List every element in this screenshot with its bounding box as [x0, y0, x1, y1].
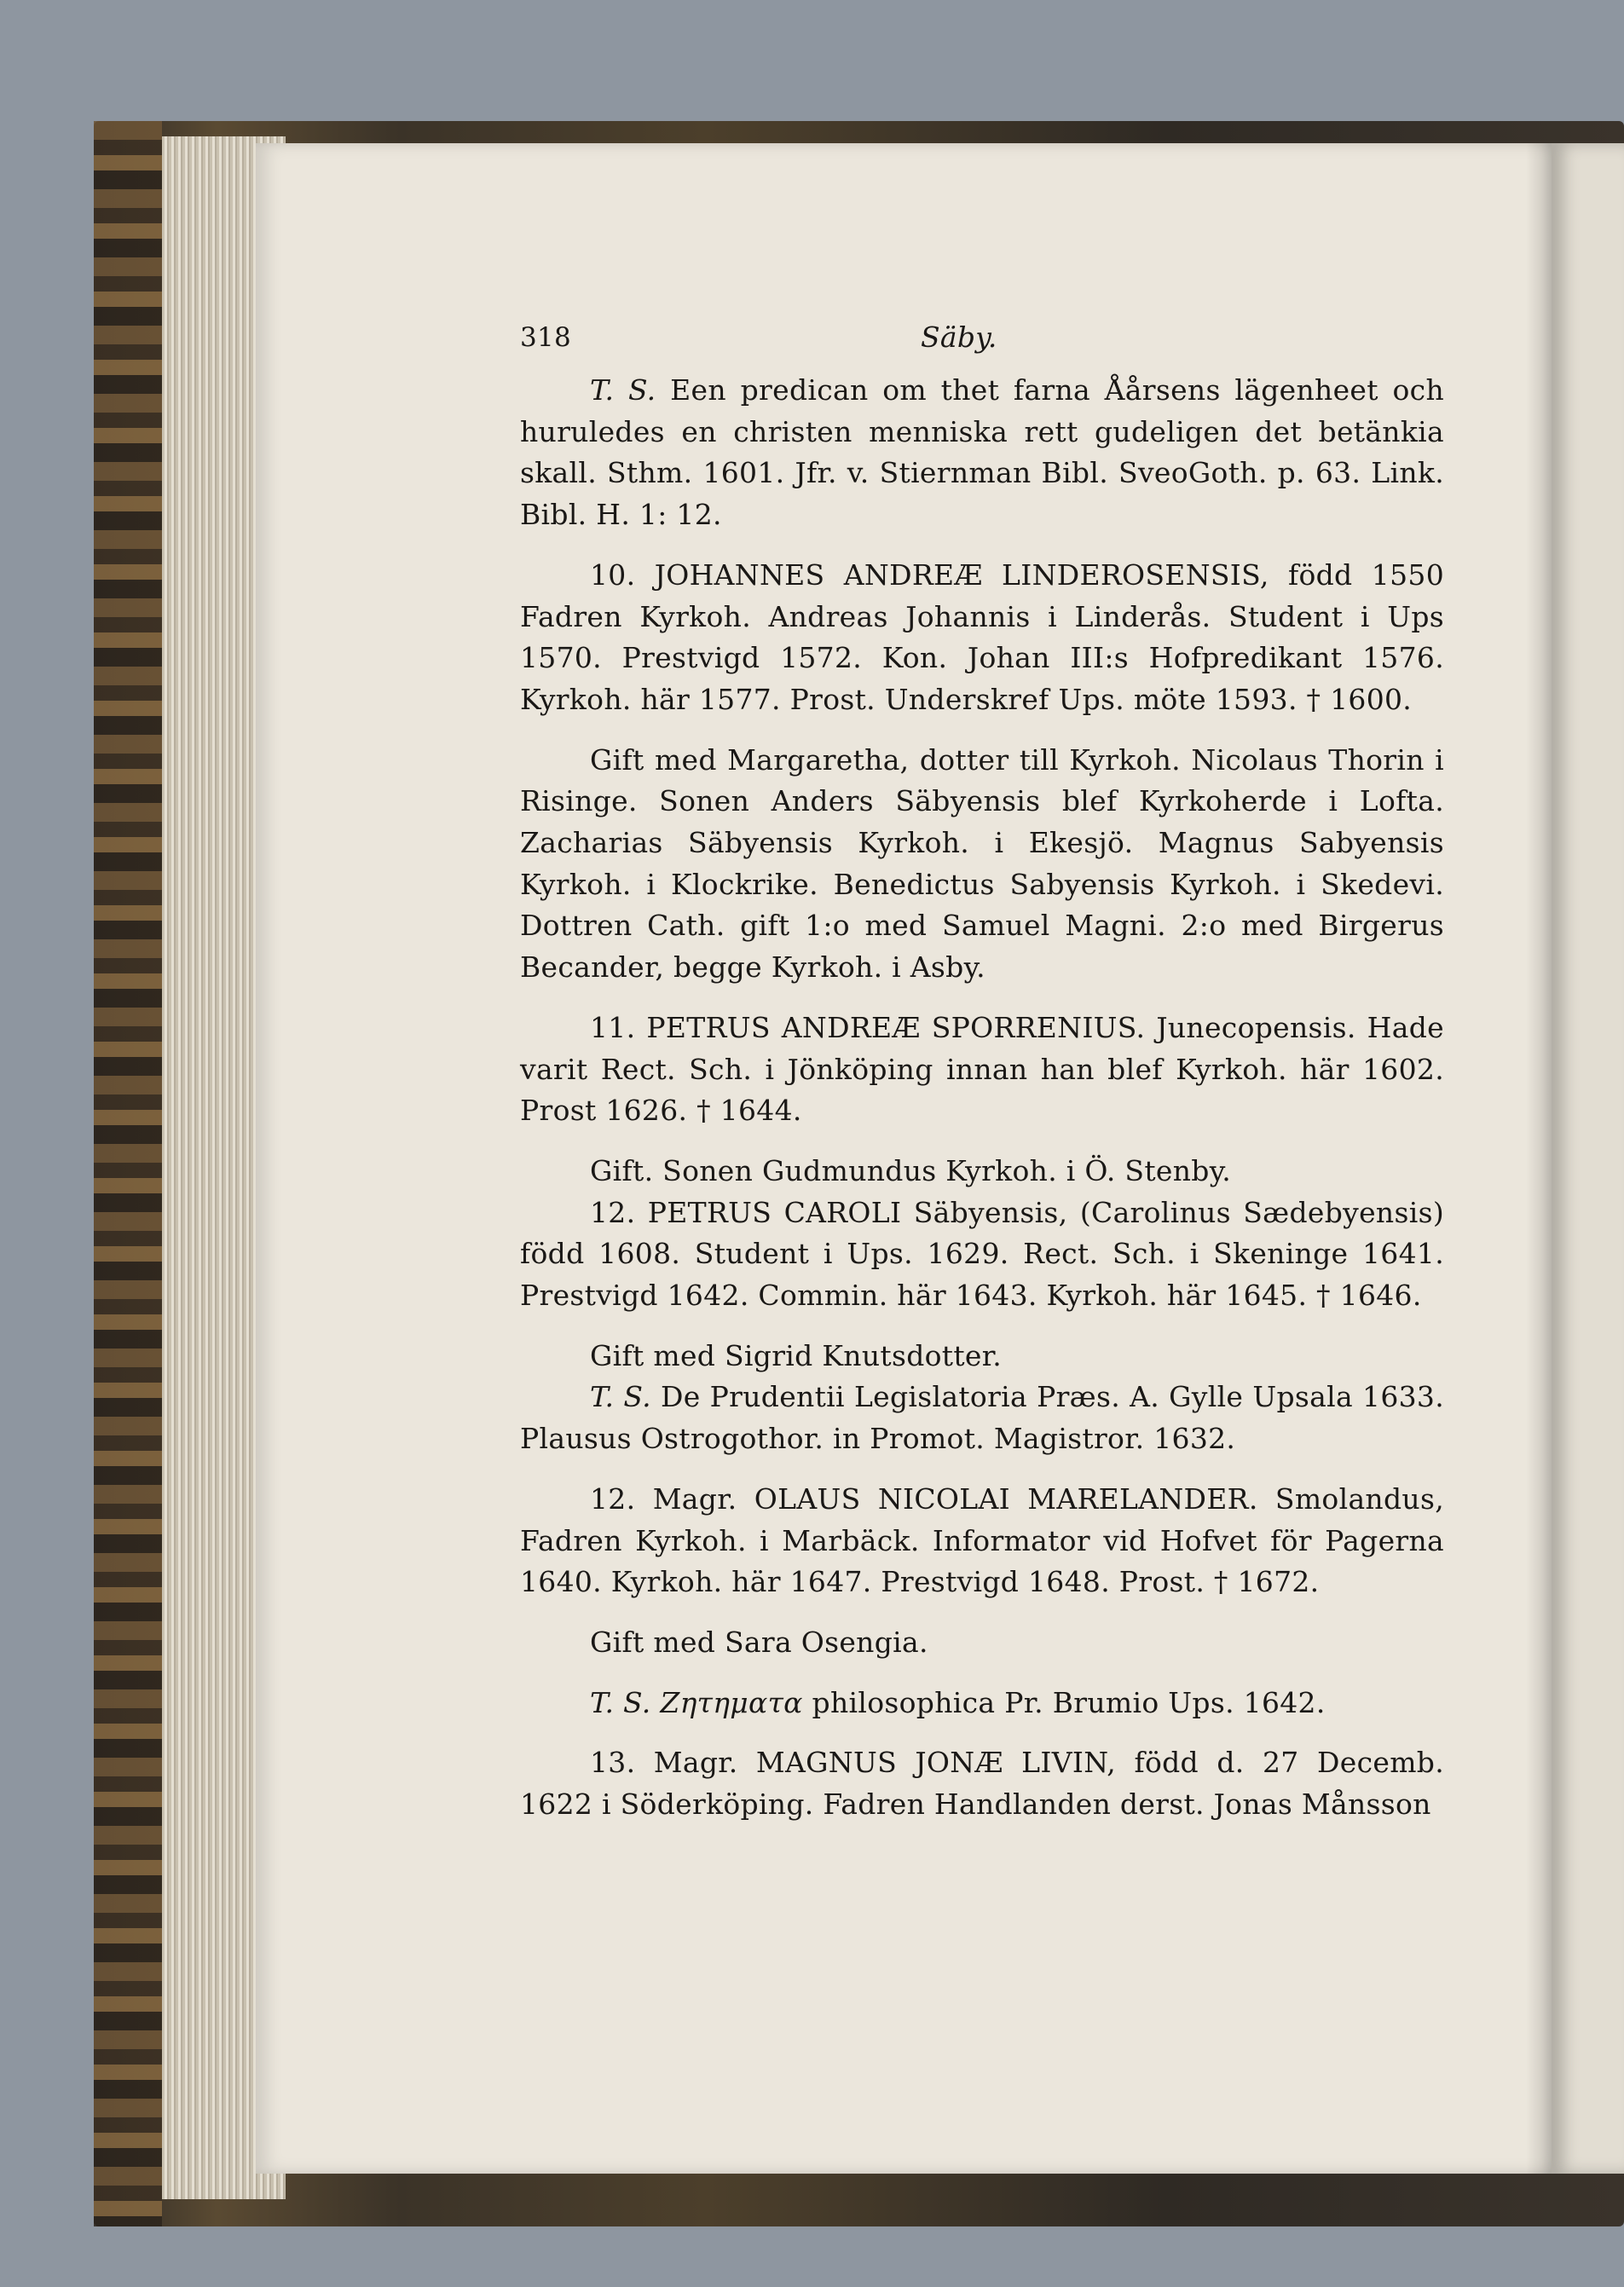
paragraph-5-text: Gift. Sonen Gudmundus Kyrkoh. i Ö. Stenby.: [590, 1153, 1232, 1187]
paragraph-5: [520, 1151, 1444, 1193]
paragraph-12-text: 13. Magr. MAGNUS JONÆ LIVIN, född d. 27 Decemb. 1622 i Söderköping. Fadren Handlanden derst. Jonas Månsson: [520, 1746, 1444, 1822]
paragraph-6-text: 12. PETRUS CAROLI Säbyensis, (Carolinus Sædebyensis) född 1608. Student i Ups. 1629. Rect. Sch. i Skeninge 1641. Prestvigd 1642. Commin. här 1643. Kyrkoh. här 1645. † 1646.: [520, 1195, 1444, 1313]
paragraph-11-label: T. S.: [590, 1685, 651, 1719]
gutter-shadow: [1526, 143, 1555, 2174]
page-text: [520, 317, 1444, 1826]
paragraph-7-text: Gift med Sigrid Knutsdotter.: [590, 1338, 1002, 1372]
running-title: Säby.: [921, 321, 997, 354]
paragraph-10-text: Gift med Sara Osengia.: [590, 1625, 928, 1659]
paragraph-4-text: 11. PETRUS ANDREÆ SPORRENIUS. Junecopensis. Hade varit Rect. Sch. i Jönköping innan han blef Kyrkoh. här 1602. Prost 1626. † 1644.: [520, 1010, 1444, 1128]
paragraph-11-greek: Ζητηματα: [660, 1685, 803, 1719]
paragraph-2: [520, 555, 1444, 721]
paragraph-3: [520, 740, 1444, 989]
paragraph-11-text: philosophica Pr. Brumio Ups. 1642.: [802, 1685, 1326, 1719]
paragraph-8-label: T. S.: [590, 1380, 651, 1414]
paragraph-10: [520, 1622, 1444, 1664]
paragraph-8-text: De Prudentii Legislatoria Præs. A. Gylle Upsala 1633. Plausus Ostrogothor. in Promot. Magistror. 1632.: [520, 1380, 1444, 1456]
paragraph-11: [520, 1683, 1444, 1724]
paragraph-1-label: T. S.: [590, 373, 656, 407]
paragraph-1-text: Een predican om thet farna Åårsens lägenheet och huruledes en christen menniska rett gudeligen det betänkia skall. Sthm. 1601. Jfr. v. Stiernman Bibl. SveoGoth. p. 63. Link. Bibl. H. 1: 12.: [520, 373, 1444, 532]
paragraph-6: [520, 1193, 1444, 1317]
paragraph-2-text: 10. JOHANNES ANDREÆ LINDEROSENSIS, född 1550 Fadren Kyrkoh. Andreas Johannis i Linderås. Student i Ups 1570. Prestvigd 1572. Kon. Johan III:s Hofpredikant 1576. Kyrkoh. här 1577. Prost. Underskref Ups. möte 1593. † 1600.: [520, 557, 1444, 716]
paragraph-3-text: Gift med Margaretha, dotter till Kyrkoh. Nicolaus Thorin i Risinge. Sonen Anders Säbyensis blef Kyrkoherde i Lofta. Zacharias Säbyensis Kyrkoh. i Ekesjö. Magnus Sabyensis Kyrkoh. i Klockrike. Benedictus Sabyensis Kyrkoh. i Skedevi. Dottren Cath. gift 1:o med Samuel Magni. 2:o med Birgerus Becander, begge Kyrkoh. i Asby.: [520, 742, 1444, 985]
paragraph-9: [520, 1479, 1444, 1603]
book-spine: [94, 121, 162, 2226]
paragraph-9-text: 12. Magr. OLAUS NICOLAI MARELANDER. Smolandus, Fadren Kyrkoh. i Marbäck. Informator vid Hofvet för Pagerna 1640. Kyrkoh. här 1647. Prestvigd 1648. Prost. † 1672.: [520, 1481, 1444, 1599]
paragraph-12: [520, 1742, 1444, 1825]
paragraph-4: [520, 1008, 1444, 1132]
paragraph-1: [520, 370, 1444, 536]
right-page-edge: [1552, 143, 1624, 2174]
page-header: [520, 317, 1444, 370]
paragraph-8: [520, 1377, 1444, 1459]
paragraph-7: [520, 1336, 1444, 1377]
page-number: 318: [520, 322, 572, 353]
